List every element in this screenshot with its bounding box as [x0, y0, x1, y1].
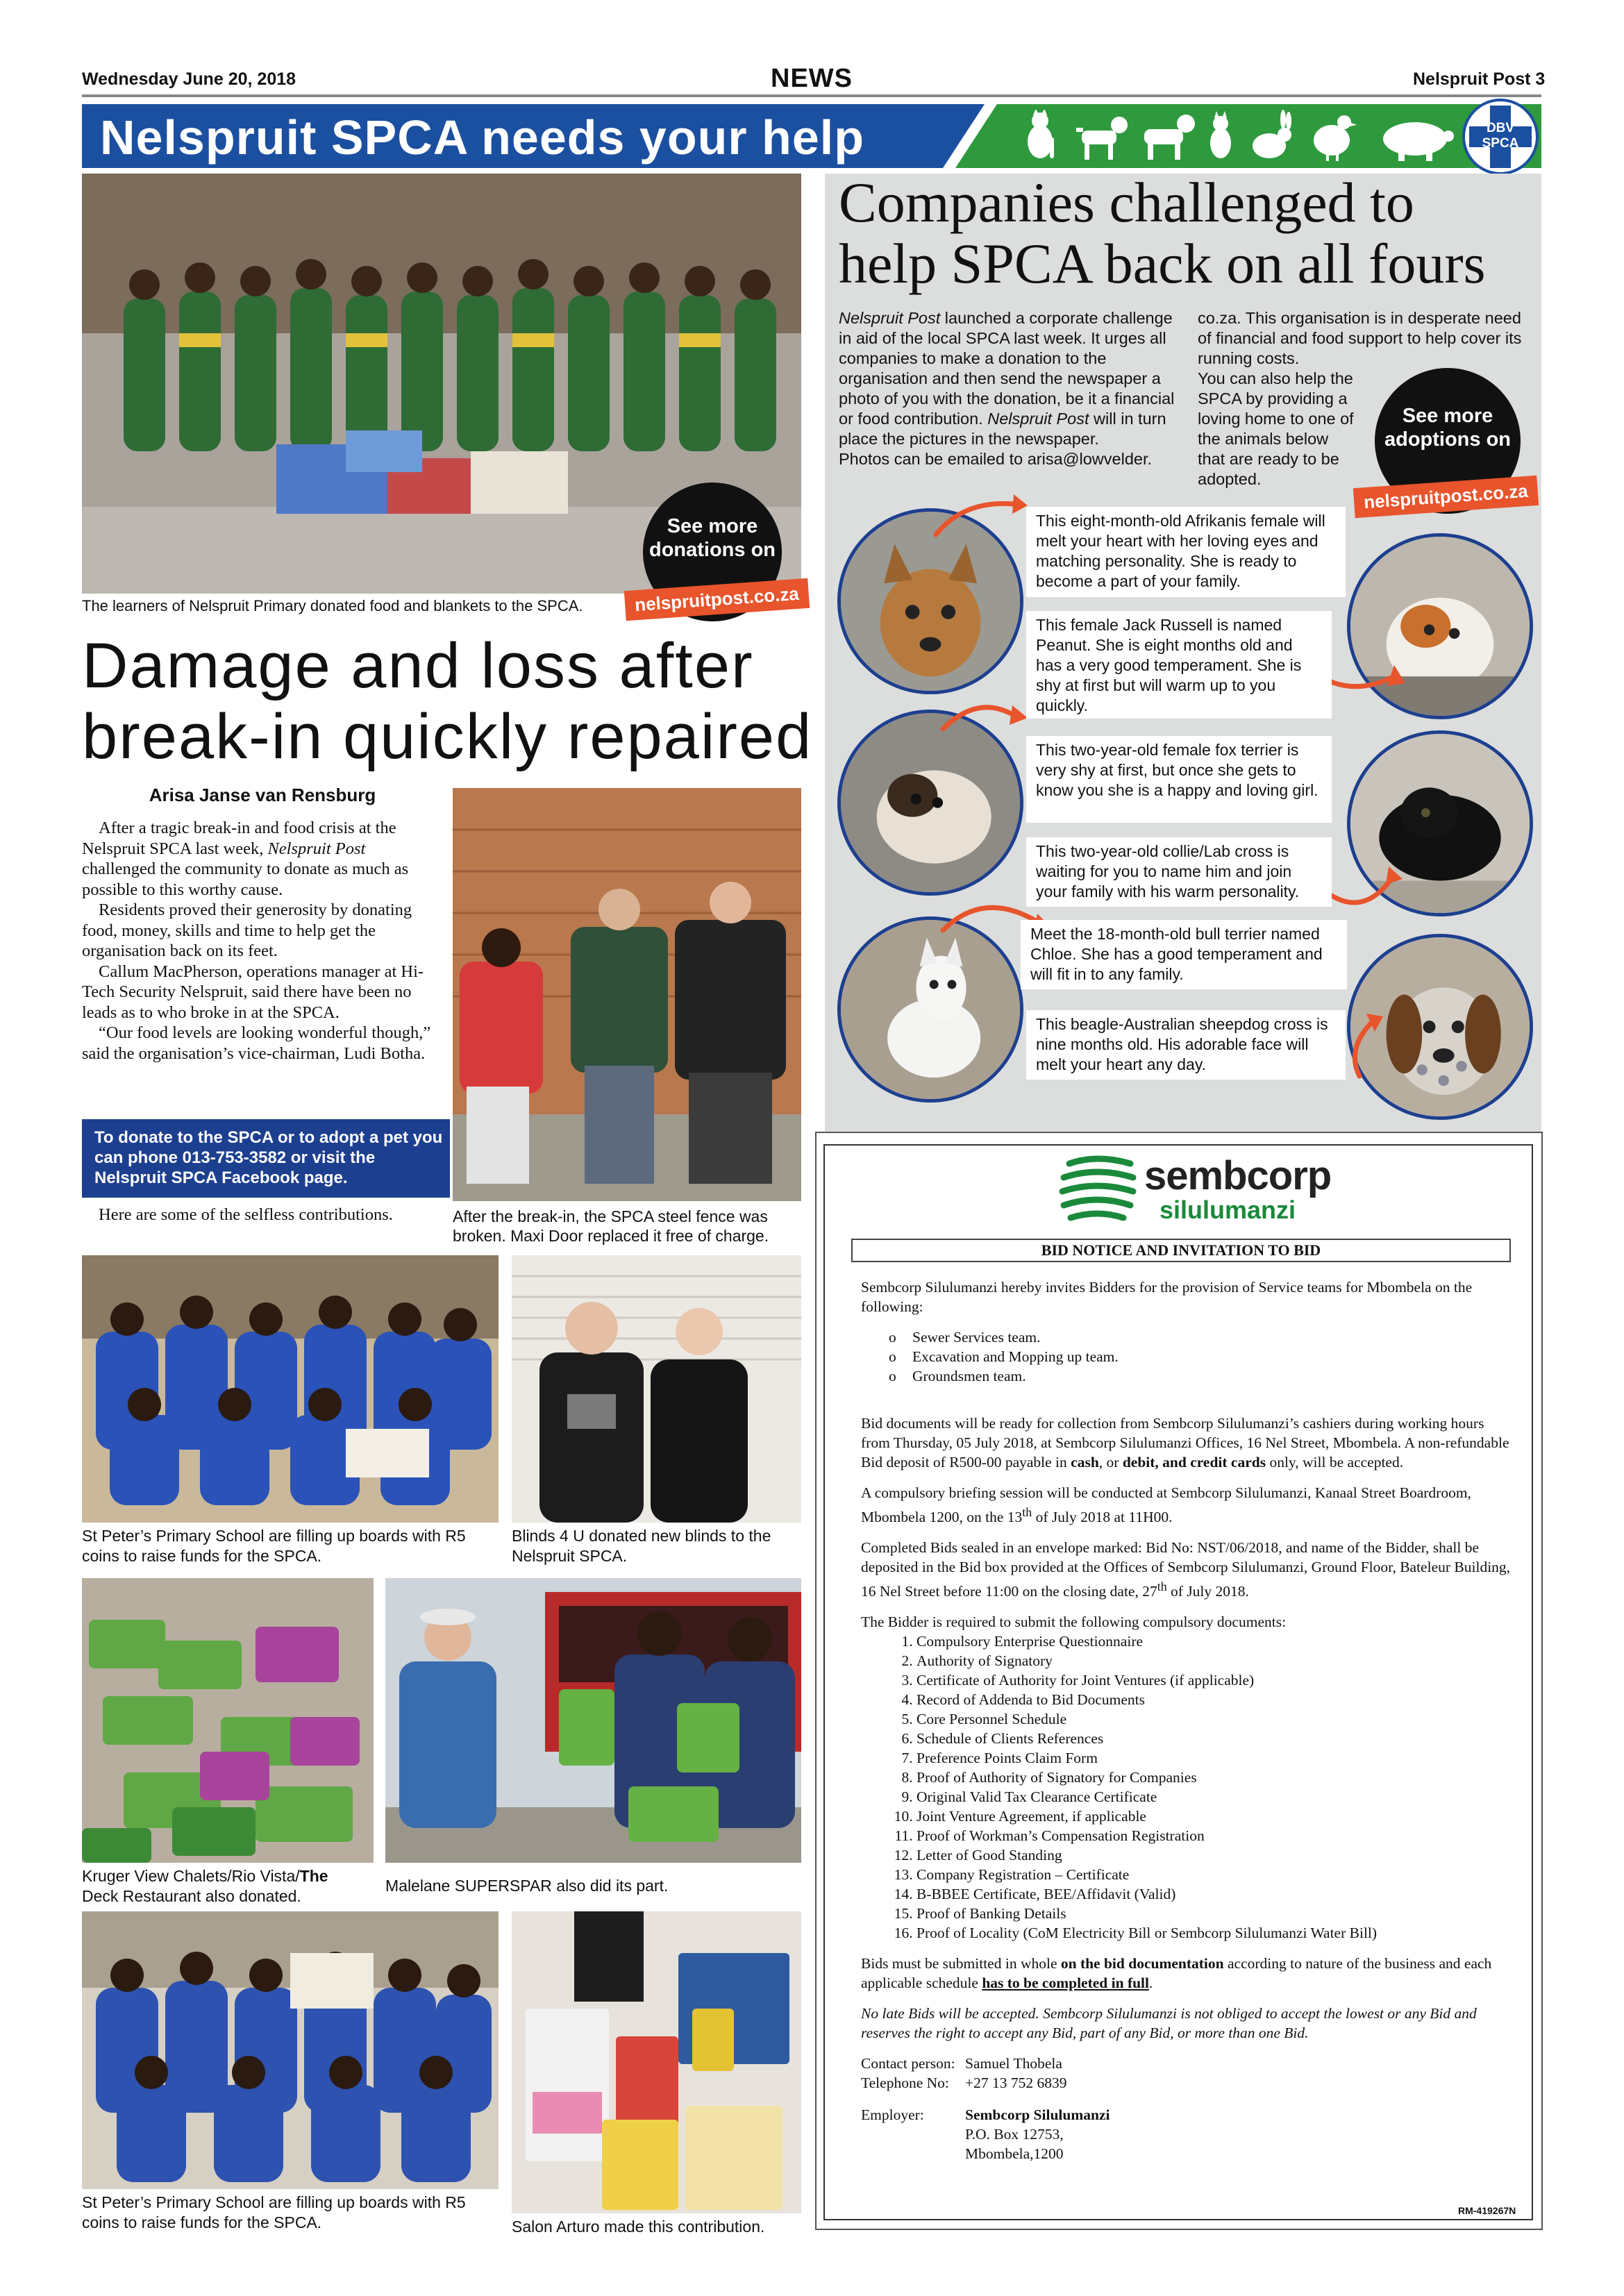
caption-st-peters-1: St Peter’s Primary School are filling up boards with R5 coins to raise funds for the SPCA.	[82, 1527, 466, 1565]
cat-icon	[1210, 111, 1231, 158]
bid-document-item: 4. Record of Addenda to Bid Documents	[916, 1690, 1514, 1709]
adoptions-badge-line1: See more	[1402, 405, 1493, 427]
bid-document-item: 7. Preference Points Claim Form	[916, 1748, 1514, 1768]
bid-service-item: o Sewer Services team.	[889, 1327, 1514, 1347]
chicken-icon	[1314, 115, 1357, 161]
contributions-intro: Here are some of the selfless contributions.	[99, 1205, 393, 1224]
bid-document-item: 13. Company Registration – Certificate	[916, 1865, 1514, 1884]
bid-service-item: o Groundsmen team.	[889, 1366, 1514, 1386]
badge-line1: See more	[667, 515, 758, 537]
masthead-section: NEWS	[771, 64, 853, 93]
bid-document-item: 8. Proof of Authority of Signatory for Companies	[916, 1768, 1514, 1787]
article-para-3: Callum MacPherson, operations manager at Hi-Tech Security Nelspruit, said there have been no leads as to who broke in at the SPCA.	[82, 962, 424, 1022]
companies-col-1	[839, 308, 1179, 469]
bid-required: The Bidder is required to submit the following compulsory documents:	[861, 1614, 1287, 1631]
bid-employer: Employer: Sembcorp Silulumanzi	[861, 2106, 1110, 2124]
bid-document-item: 10. Joint Venture Agreement, if applicable	[916, 1807, 1514, 1826]
bid-documents-list	[861, 1632, 1514, 1943]
article-para-1: After a tragic break-in and food crisis at the Nelspruit SPCA last week, Nelspruit Post challenged the community to donate as much as possible to this worthy cause.	[82, 819, 409, 899]
caption-blinds: Blinds 4 U donated new blinds to the Nelspruit SPCA.	[512, 1527, 771, 1565]
pet-description-5: Meet the 18-month-old bull terrier named Chloe. She has a good temperament and will fit in to any family.	[1021, 920, 1347, 989]
caption-malelane: Malelane SUPERSPAR also did its part.	[385, 1877, 669, 1895]
companies-para-4: You can also help the SPCA by providing a loving home to one of the animals below that are ready to be adopted.	[1198, 369, 1354, 488]
fence-caption: After the break-in, the SPCA steel fence was broken. Maxi Door replaced it free of charge.	[453, 1207, 769, 1245]
bid-services-list	[861, 1327, 1514, 1386]
pet-description-2: This female Jack Russell is named Peanut. She is eight months old and has a very good temperament. She is shy at first but will warm up to you quickly.	[1026, 611, 1332, 719]
photo-blinds-4-u	[512, 1255, 801, 1523]
bid-submit: Bids must be submitted in whole on the bid documentation according to nature of the business and each applicable schedule has to be completed in full.	[861, 1955, 1492, 1992]
donations-url-link[interactable]: nelspruitpost.co.za	[624, 578, 810, 621]
badge-line2: donations on	[648, 539, 776, 561]
bid-contact: Contact person: Samuel Thobela	[861, 2055, 1062, 2072]
article-para-4: “Our food levels are looking wonderful though,” said the organisation’s vice-chairman, Ludi Botha.	[82, 1023, 431, 1063]
photo-malelane-superspar	[385, 1578, 801, 1863]
bid-document-item: 16. Proof of Locality (CoM Electricity Bill or Sembcorp Silulumanzi Water Bill)	[916, 1923, 1514, 1943]
sembcorp-logo-sub: silulumanzi	[1160, 1196, 1296, 1224]
companies-headline	[839, 172, 1540, 294]
sembcorp-logo	[1055, 1147, 1347, 1230]
pet-description-6: This beagle-Australian sheepdog cross is nine months old. His adorable face will melt your heart any day.	[1026, 1010, 1346, 1080]
bid-document-item: 9. Original Valid Tax Clearance Certificate	[916, 1787, 1514, 1807]
masthead-rule	[82, 94, 1541, 97]
top-photo-caption: The learners of Nelspruit Primary donated food and blankets to the SPCA.	[82, 597, 583, 614]
companies-headline-line1: Companies challenged to	[839, 171, 1414, 234]
photo-kruger-view-donation	[82, 1578, 374, 1863]
companies-para-2: Photos can be emailed to arisa@lowvelder.	[839, 450, 1153, 468]
article-headline	[82, 630, 811, 772]
dog-icon	[1144, 115, 1195, 160]
pet-description-4: This two-year-old collie/Lab cross is waiting for you to name him and join your family with his warm personality.	[1026, 837, 1332, 907]
bid-document-item: 2. Authority of Signatory	[916, 1651, 1514, 1670]
masthead-page: Nelspruit Post 3	[1413, 69, 1546, 89]
bid-document-item: 1. Compulsory Enterprise Questionnaire	[916, 1632, 1514, 1651]
cat-icon	[1028, 110, 1054, 158]
article-byline: Arisa Janse van Rensburg	[149, 785, 376, 805]
spca-logo-line2: SPCA	[1482, 136, 1519, 151]
dog-icon	[1076, 117, 1128, 160]
photo-st-peters-1	[82, 1255, 499, 1523]
banner	[82, 104, 1541, 168]
bid-employer-city: Mbombela,1200	[965, 2145, 1064, 2163]
pet-description-1: This eight-month-old Afrikanis female will melt your heart with her loving eyes and matching personality. She is ready to become a part of your family.	[1026, 507, 1346, 597]
companies-para-1: Nelspruit Post launched a corporate challenge in aid of the local SPCA last week. It urges all companies to make a donation to the organisation and then send the newspaper a photo of you with the donation, be it a financial or food contribution. Nelspruit Post will in turn place the pictures in the newspaper.	[839, 309, 1175, 448]
adoptions-badge-line2: adoptions on	[1384, 428, 1512, 451]
bid-document-item: 3. Certificate of Authority for Joint Ventures (if applicable)	[916, 1670, 1514, 1690]
bid-employer-box: P.O. Box 12753,	[965, 2126, 1064, 2143]
bid-documents-collection: Bid documents will be ready for collection from Sembcorp Silulumanzi’s cashiers during working hours from Thursday, 05 July 2018, at Sembcorp Silulumanzi Offices, 16 Nel Street, Mbombela. A non-refundable Bid deposit of R500-00 payable in cash, or debit, and credit cards only, will be accepted.	[861, 1415, 1509, 1470]
bid-intro: Sembcorp Silulumanzi hereby invites Bidders for the provision of Service teams for Mbombela on the following:	[861, 1279, 1473, 1315]
article-body	[82, 818, 443, 1064]
donate-info-box	[82, 1119, 450, 1198]
bid-document-item: 15. Proof of Banking Details	[916, 1904, 1514, 1923]
pig-icon	[1383, 122, 1454, 161]
bid-document-item: 11. Proof of Workman’s Compensation Registration	[916, 1826, 1514, 1845]
photo-maxi-door-fence	[453, 788, 801, 1201]
bid-document-item: 6. Schedule of Clients References	[916, 1729, 1514, 1748]
article-headline-line1: Damage and loss after	[82, 630, 754, 701]
bid-late: No late Bids will be accepted. Sembcorp Silulumanzi is not obliged to accept the lowest or any Bid and reserves the right to accept any Bid, part of any Bid, or more than one Bid.	[861, 2005, 1477, 2042]
spca-logo-line1: DBV	[1486, 121, 1515, 135]
photo-salon-arturo	[512, 1911, 801, 2213]
bid-reference: RM-419267N	[1458, 2205, 1516, 2216]
bid-title: BID NOTICE AND INVITATION TO BID	[851, 1239, 1511, 1262]
caption-salon: Salon Arturo made this contribution.	[512, 2218, 765, 2236]
bid-service-item: o Excavation and Mopping up team.	[889, 1347, 1514, 1366]
rabbit-icon	[1253, 110, 1291, 158]
caption-kruger-view: Kruger View Chalets/Rio Vista/The Deck Restaurant also donated.	[82, 1867, 328, 1905]
bid-telephone: Telephone No: +27 13 752 6839	[861, 2075, 1067, 2092]
adoptions-url-link[interactable]: nelspruitpost.co.za	[1353, 476, 1539, 518]
banner-title: Nelspruit SPCA needs your help	[100, 110, 864, 165]
article-para-2: Residents proved their generosity by donating food, money, skills and time to help get the organisation back on its feet.	[82, 900, 412, 960]
pet-description-3: This two-year-old female fox terrier is very shy at first, but once she gets to know you she is a happy and loving girl.	[1026, 736, 1332, 823]
bid-body	[861, 1277, 1514, 2163]
article-headline-line2: break-in quickly repaired	[82, 701, 813, 772]
companies-para-3: co.za. This organisation is in desperate need of financial and food support to help cover its running costs.	[1198, 309, 1522, 367]
sembcorp-swoosh-icon	[1055, 1148, 1139, 1225]
sembcorp-logo-name: sembcorp	[1144, 1153, 1332, 1198]
companies-headline-line2: help SPCA back on all fours	[839, 232, 1486, 295]
bid-document-item: 12. Letter of Good Standing	[916, 1845, 1514, 1865]
bid-completed: Completed Bids sealed in an envelope marked: Bid No: NST/06/2018, and name of the Bidder, shall be deposited in the Bid box provided at the Offices of Sembcorp Silulumanzi, Ground Floor, Bateleur Building, 16 Nel Street before 11:00 on the closing date, 27th of July 2018.	[861, 1539, 1511, 1600]
donate-info-text: To donate to the SPCA or to adopt a pet you can phone 013-753-3582 or visit the Nelspruit SPCA Facebook page.	[94, 1128, 443, 1187]
bid-document-item: 5. Core Personnel Schedule	[916, 1709, 1514, 1729]
bid-briefing: A compulsory briefing session will be conducted at Sembcorp Silulumanzi, Kanaal Street Boardroom, Mbombela 1200, on the 13th of July 2018 at 11H00.	[861, 1484, 1471, 1526]
photo-st-peters-2	[82, 1911, 499, 2189]
spca-logo	[1462, 99, 1539, 175]
animal-silhouettes	[1012, 110, 1471, 162]
caption-st-peters-2: St Peter’s Primary School are filling up boards with R5 coins to raise funds for the SPCA.	[82, 2193, 466, 2231]
bid-document-item: 14. B-BBEE Certificate, BEE/Affidavit (Valid)	[916, 1884, 1514, 1904]
masthead-date: Wednesday June 20, 2018	[82, 69, 296, 89]
